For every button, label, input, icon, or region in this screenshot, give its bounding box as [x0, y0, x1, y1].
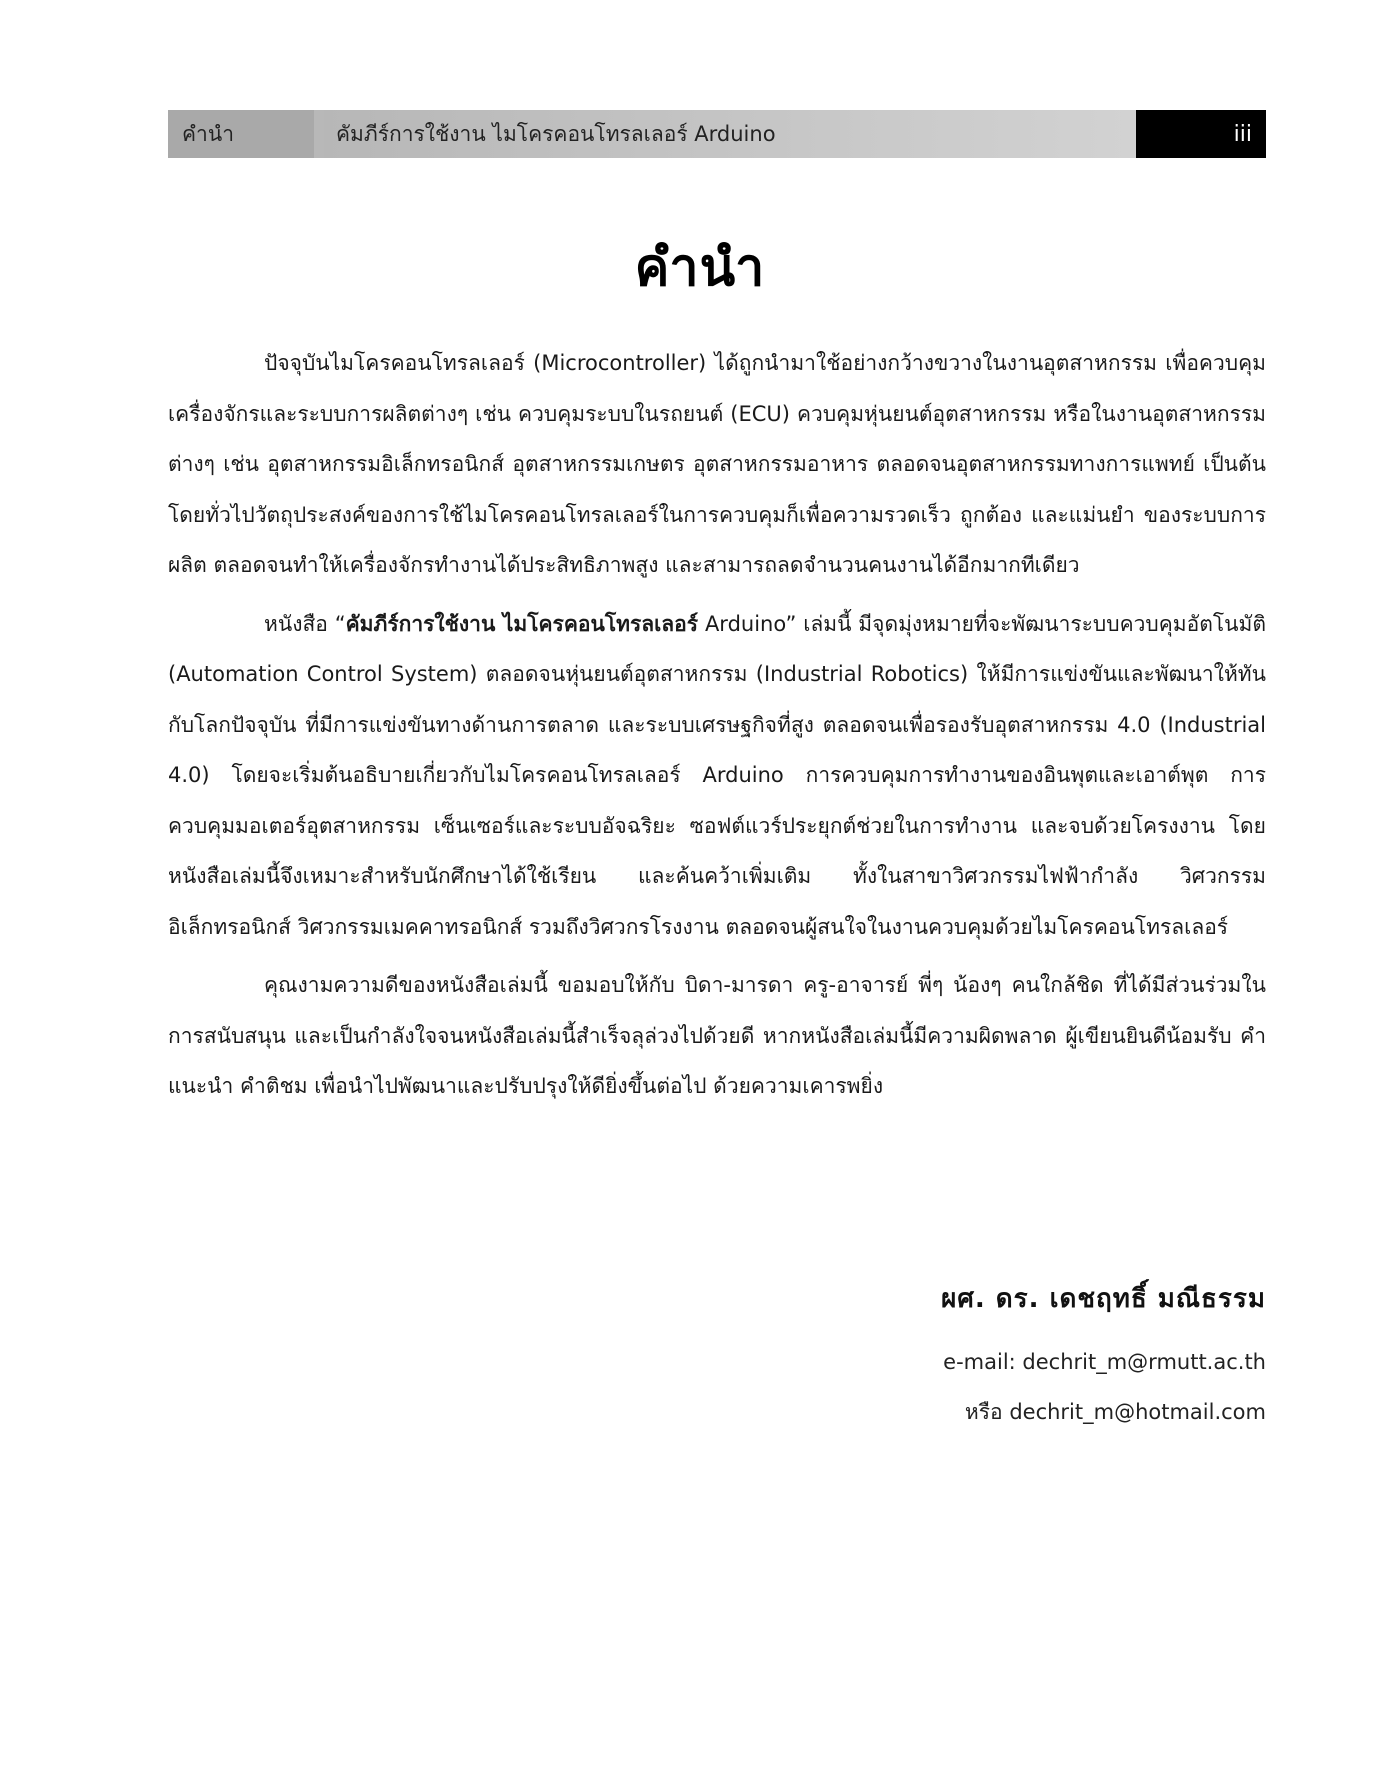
running-header — [168, 110, 1266, 158]
paragraph-1: ปัจจุบันไมโครคอนโทรลเลอร์ (Microcontroller) ได้ถูกนำมาใช้อย่างกว้างขวางในงานอุตสาหกรรม เพื่อควบคุมเครื่องจักรและระบบการผลิตต่างๆ เช่น ควบคุมระบบในรถยนต์ (ECU) ควบคุมหุ่นยนต์อุตสาหกรรม หรือในงานอุตสาหกรรมต่างๆ เช่น อุตสาหกรรมอิเล็กทรอนิกส์ อุตสาหกรรมเกษตร อุตสาหกรรมอาหาร ตลอดจนอุตสาหกรรมทางการแพทย์ เป็นต้น โดยทั่วไปวัตถุประสงค์ของการใช้ไมโครคอนโทรลเลอร์ในการควบคุมก็เพื่อความรวดเร็ว ถูกต้อง และแม่นยำ ของระบบการผลิต ตลอดจนทำให้เครื่องจักรทำงานได้ประสิทธิภาพสูง และสามารถลดจำนวนคนงานได้อีกมากทีเดียว — [168, 351, 1266, 577]
page-title: คำนำ — [634, 238, 766, 298]
header-page-number: iii — [1136, 110, 1266, 158]
header-divider — [314, 110, 324, 158]
paragraph-3: คุณงามความดีของหนังสือเล่มนี้ ขอมอบให้กับ บิดา-มารดา ครู-อาจารย์ พี่ๆ น้องๆ คนใกล้ชิด ที่ได้มีส่วนร่วมในการสนับสนุน และเป็นกำลังใจจนหนังสือเล่มนี้สำเร็จลุล่วงไปด้วยดี หากหนังสือเล่มนี้มีความผิดพลาด ผู้เขียนยินดีน้อมรับ คำแนะนำ คำติชม เพื่อนำไปพัฒนาและปรับปรุงให้ดียิ่งขึ้นต่อไป ด้วยความเคารพยิ่ง — [168, 973, 1266, 1098]
author-name: ผศ. ดร. เดชฤทธิ์ มณีธรรม — [941, 1284, 1266, 1314]
paragraph-2-rest: Arduino” เล่มนี้ มีจุดมุ่งหมายที่จะพัฒนาระบบควบคุมอัตโนมัติ (Automation Control System) ตลอดจนหุ่นยนต์อุตสาหกรรม (Industrial Robotics) ให้มีการแข่งขันและพัฒนาให้ทันกับโลกปัจจุบัน ที่มีการแข่งขันทางด้านการตลาด และระบบเศรษฐกิจที่สูง ตลอดจนเพื่อรองรับอุตสาหกรรม 4.0 (Industrial 4.0) โดยจะเริ่มต้นอธิบายเกี่ยวกับไมโครคอนโทรลเลอร์ Arduino การควบคุมการทำงานของอินพุตและเอาต์พุต การควบคุมมอเตอร์อุตสาหกรรม เซ็นเซอร์และระบบอัจฉริยะ ซอฟต์แวร์ประยุกต์ช่วยในการทำงาน และจบด้วยโครงงาน โดยหนังสือเล่มนี้จึงเหมาะสำหรับนักศึกษาได้ใช้เรียน และค้นคว้าเพิ่มเติม ทั้งในสาขาวิศวกรรมไฟฟ้ากำลัง วิศวกรรมอิเล็กทรอนิกส์ วิศวกรรมเมคคาทรอนิกส์ รวมถึงวิศวกรโรงงาน ตลอดจนผู้สนใจในงานควบคุมด้วยไมโครคอนโทรลเลอร์ — [168, 611, 1266, 939]
paragraph-2-book-title: คัมภีร์การใช้งาน ไมโครคอนโทรลเลอร์ — [345, 611, 699, 636]
author-signature — [941, 1278, 1266, 1437]
header-section-label: คำนำ — [168, 110, 314, 158]
header-book-title: คัมภีร์การใช้งาน ไมโครคอนโทรลเลอร์ Arduino — [324, 110, 1136, 158]
author-email: e-mail: dechrit_m@rmutt.ac.th — [943, 1350, 1266, 1374]
paragraph-2 — [168, 599, 1266, 953]
preface-body — [168, 338, 1266, 1120]
paragraph-2-lead: หนังสือ “ — [264, 611, 346, 636]
author-alt-email: หรือ dechrit_m@hotmail.com — [964, 1400, 1266, 1424]
